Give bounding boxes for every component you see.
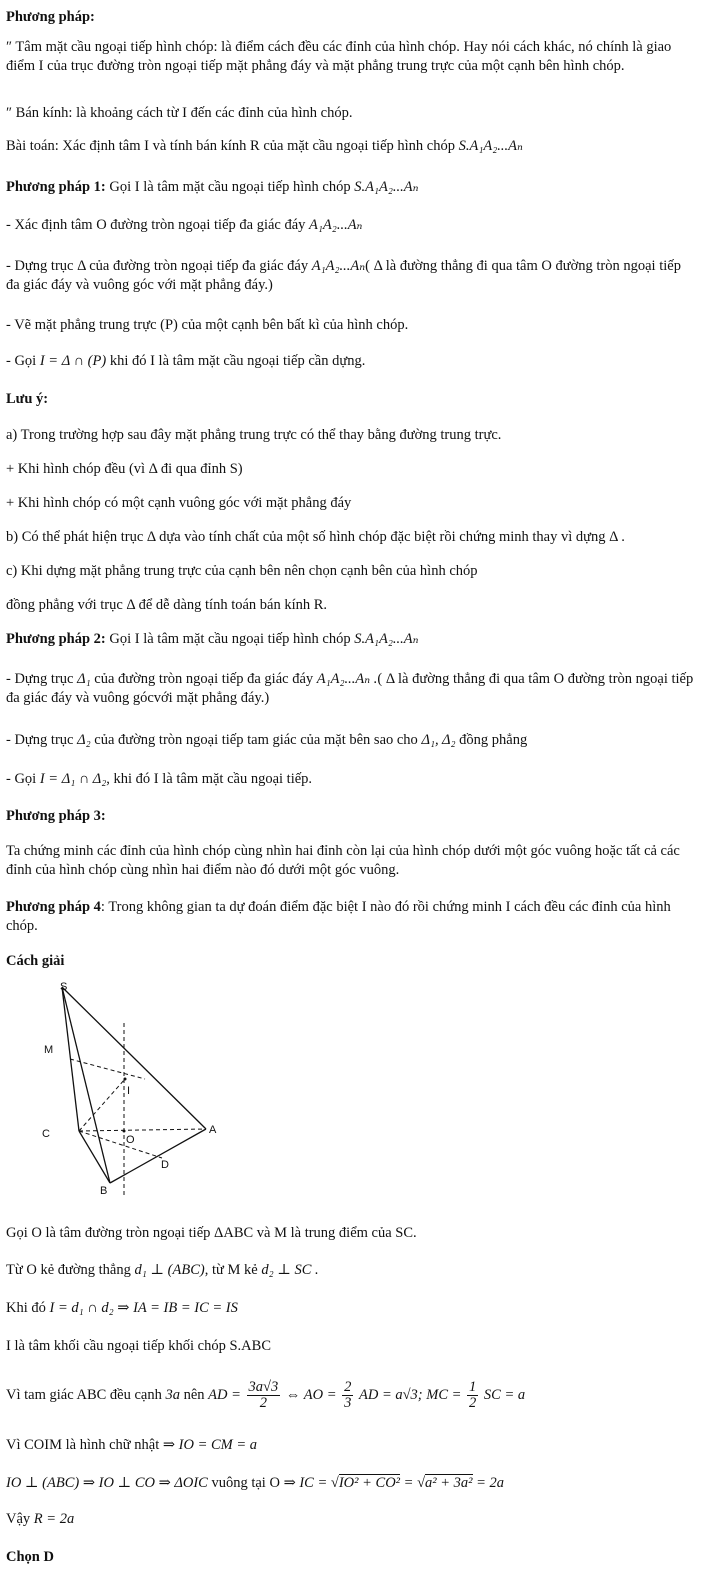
edge-CA: [79, 1129, 206, 1131]
intro-center-paragraph: ″ Tâm mặt cầu ngoại tiếp hình chóp: là điểm cách đều các đỉnh của hình chóp. Hay nói cách khác, nó chính là giao điểm I của trục đường tròn ngoại tiếp mặt phẳng đáy và mặt phẳng trung trực của một cạnh bên hình chóp.: [6, 39, 672, 74]
solution-line2: [6, 1261, 696, 1280]
method1-step2-text: - Dựng trục Δ của đường tròn ngoại tiếp đa giác đáy: [6, 258, 309, 274]
polygon-formula: A₁A₂...Aₙ: [309, 217, 363, 233]
note-title: Lưu ý:: [6, 391, 49, 407]
method2-title: Phương pháp 2:: [6, 631, 106, 647]
conclusion-text: Vậy: [6, 1511, 31, 1527]
problem-text: Bài toán: Xác định tâm I và tính bán kính R của mặt cầu ngoại tiếp hình chóp: [6, 138, 455, 154]
method2-step3-text: - Gọi: [6, 771, 37, 787]
mc-denominator: 2: [469, 1395, 477, 1411]
d1-perp-formula: d₁ ⊥ (ABC): [134, 1262, 205, 1278]
segment-CD: [79, 1131, 162, 1158]
method1-title-rest: Gọi I là tâm mặt cầu ngoại tiếp hình chóp: [109, 179, 351, 195]
method2-step3-tail: , khi đó I là tâm mặt cầu ngoại tiếp.: [106, 771, 313, 787]
ao-label: ⇔ AO =: [285, 1386, 337, 1403]
right-angle-text: vuông tại O: [211, 1475, 280, 1491]
solution-title: Cách giải: [6, 953, 65, 969]
method1-step1: [6, 216, 696, 235]
io-formula: ⇒ IO = CM = a: [162, 1437, 258, 1453]
method2-title-rest: Gọi I là tâm mặt cầu ngoại tiếp hình chóp: [109, 631, 351, 647]
method2-step3-formula: I = Δ₁ ∩ Δ₂: [39, 771, 107, 787]
delta2-symbol: Δ₂: [77, 732, 91, 748]
method2-step2: [6, 731, 696, 750]
label-D: D: [161, 1159, 169, 1171]
solution-line7: IO ⊥ (ABC) ⇒ IO ⊥ CO ⇒ ΔOIC vuông tại O ⇒ IC = √IO² + CO² = √a² + 3a² = 2a: [6, 1475, 505, 1491]
solution-line4: I là tâm khối cầu ngoại tiếp khối chóp S.ABC: [6, 1338, 271, 1354]
method2-step3: [6, 770, 696, 789]
note-a2: + Khi hình chóp có một cạnh vuông góc với mặt phẳng đáy: [6, 495, 352, 511]
label-S: S: [60, 981, 68, 993]
method2-step1-text: - Dựng trục: [6, 671, 74, 687]
method2-step1-note: ( Δ là đường thẳng đi qua tâm O đường tròn ngoại tiếp đa giác đáy và vuông gócvới mặt phẳng đáy.): [6, 671, 694, 706]
pyramid-formula: S.A₁A₂...Aₙ: [458, 138, 523, 154]
ic-result: = 2a: [476, 1475, 505, 1491]
method3-title: Phương pháp 3:: [6, 808, 106, 824]
edge-SA: [62, 987, 206, 1129]
ao-denominator: 3: [344, 1395, 352, 1411]
pyramid-figure: [30, 975, 230, 1205]
solution-line5-so: nên: [183, 1386, 205, 1403]
label-M: M: [44, 1044, 54, 1056]
method1-step1-text: - Xác định tâm O đường tròn ngoại tiếp đa giác đáy: [6, 217, 306, 233]
pyramid-formula: S.A₁A₂...Aₙ: [354, 631, 419, 647]
label-O: O: [126, 1134, 135, 1146]
method1-step2-note: ( Δ là đường thẳng đi qua tâm O đường tròn ngoại tiếp đa giác đáy và vuông góc với mặt phẳng đáy.): [6, 258, 681, 293]
note-c2: đồng phẳng với trục Δ để dễ dàng tính toán bán kính R.: [6, 597, 328, 613]
solution-line1: Gọi O là tâm đường tròn ngoại tiếp ΔABC và M là trung điểm của SC.: [6, 1225, 417, 1241]
edge-CB: [79, 1131, 110, 1183]
method2-title-line: [6, 630, 696, 649]
method1-step4: [6, 352, 696, 371]
solution-line2-mid: , từ M kẻ: [204, 1262, 258, 1278]
heading-method: Phương pháp:: [6, 9, 95, 25]
solution-line5-text: Vì tam giác ABC đều cạnh: [6, 1386, 162, 1403]
method2-step1-mid: của đường tròn ngoại tiếp đa giác đáy: [94, 671, 314, 687]
method1-title-line: [6, 178, 696, 197]
ic-label: ⇒ IC =: [283, 1475, 328, 1491]
method1-step4-formula: I = Δ ∩ (P): [39, 353, 107, 369]
mc-result: SC = a: [483, 1386, 526, 1403]
side-length: 3a: [165, 1386, 180, 1403]
d2-perp-formula: d₂ ⊥ SC .: [261, 1262, 319, 1278]
ic-radicand: IO² + CO²: [338, 1475, 401, 1491]
solution-line8: [6, 1510, 696, 1529]
method1-step4-text: - Gọi: [6, 353, 37, 369]
ao-fraction: [342, 1380, 353, 1411]
delta1-symbol: Δ₁: [77, 671, 91, 687]
method2-step2-text: - Dựng trục: [6, 732, 74, 748]
ad-numerator: 3a√3: [248, 1379, 279, 1395]
note-a: a) Trong trường hợp sau đây mặt phẳng trung trực có thể thay bằng đường trung trực.: [6, 427, 502, 443]
label-I: I: [127, 1085, 131, 1097]
delta-pair-symbol: Δ₁, Δ₂: [421, 732, 456, 748]
point-I: [124, 1078, 127, 1081]
intersection-formula: I = d₁ ∩ d₂ ⇒ IA = IB = IC = IS: [49, 1300, 238, 1316]
label-A: A: [209, 1124, 217, 1136]
edge-SB: [62, 987, 110, 1183]
method1-step3: - Vẽ mặt phẳng trung trực (P) của một cạnh bên bất kì của hình chóp.: [6, 317, 409, 333]
equals-sign: =: [403, 1475, 414, 1491]
note-b: b) Có thể phát hiện trục Δ dựa vào tính chất của một số hình chóp đặc biệt rồi chứng minh thay vì dựng Δ .: [6, 529, 625, 545]
method4-line: [6, 898, 696, 936]
radius-result: R = 2a: [33, 1511, 75, 1527]
intro-radius-paragraph: ″ Bán kính: là khoảng cách từ I đến các đỉnh của hình chóp.: [6, 105, 353, 121]
method1-title: Phương pháp 1:: [6, 179, 106, 195]
method2-step2-tail: đồng phẳng: [459, 732, 528, 748]
note-c1: c) Khi dựng mặt phẳng trung trực của cạnh bên nên chọn cạnh bên của hình chóp: [6, 563, 478, 579]
problem-statement: [6, 137, 696, 156]
solution-line3-text: Khi đó: [6, 1300, 46, 1316]
polygon-formula: A₁A₂...Aₙ: [311, 258, 366, 274]
ad-fraction: [247, 1380, 281, 1411]
ao-result: AD = a√3; MC =: [358, 1386, 462, 1403]
answer-line: Chọn D: [6, 1549, 54, 1565]
method1-step4-tail: khi đó I là tâm mặt cầu ngoại tiếp cần dựng.: [109, 353, 366, 369]
solution-line5: [6, 1380, 696, 1411]
polygon-formula: A₁A₂...Aₙ .: [316, 671, 378, 687]
method2-step2-mid: của đường tròn ngoại tiếp tam giác của mặt bên sao cho: [94, 732, 418, 748]
ad-denominator: 2: [259, 1395, 268, 1411]
mc-fraction: [467, 1380, 478, 1411]
solution-line2-text: Từ O kẻ đường thẳng: [6, 1262, 131, 1278]
pyramid-formula: S.A₁A₂...Aₙ: [354, 179, 419, 195]
solution-line3: [6, 1299, 696, 1318]
solution-line6-text: Vì COIM là hình chữ nhật: [6, 1437, 160, 1453]
solution-line6: [6, 1436, 696, 1455]
label-C: C: [42, 1128, 50, 1140]
perp-chain-formula: IO ⊥ (ABC) ⇒ IO ⊥ CO ⇒ ΔOIC: [6, 1475, 208, 1491]
ao-numerator: 2: [344, 1379, 352, 1395]
note-a1: + Khi hình chóp đều (vì Δ đi qua đỉnh S): [6, 461, 243, 477]
point-O: [123, 1130, 126, 1133]
method3-text: Ta chứng minh các đỉnh của hình chóp cùng nhìn hai đỉnh còn lại của hình chóp dưới một góc vuông hoặc tất cả các đỉnh của hình chóp cùng nhìn hai điểm nào đó dưới một góc vuông.: [6, 843, 680, 878]
label-B: B: [100, 1185, 108, 1197]
method4-text: : Trong không gian ta dự đoán điểm đặc biệt I nào đó rồi chứng minh I cách đều các đỉnh của hình chóp.: [6, 899, 671, 934]
mc-numerator: 1: [469, 1379, 477, 1395]
segment-MI: [70, 1059, 145, 1079]
method2-step1: [6, 670, 696, 708]
method4-title: Phương pháp 4: [6, 899, 101, 915]
ic-radicand-values: a² + 3a²: [425, 1475, 473, 1491]
method1-step2: [6, 257, 696, 295]
ad-label: AD =: [208, 1386, 241, 1403]
